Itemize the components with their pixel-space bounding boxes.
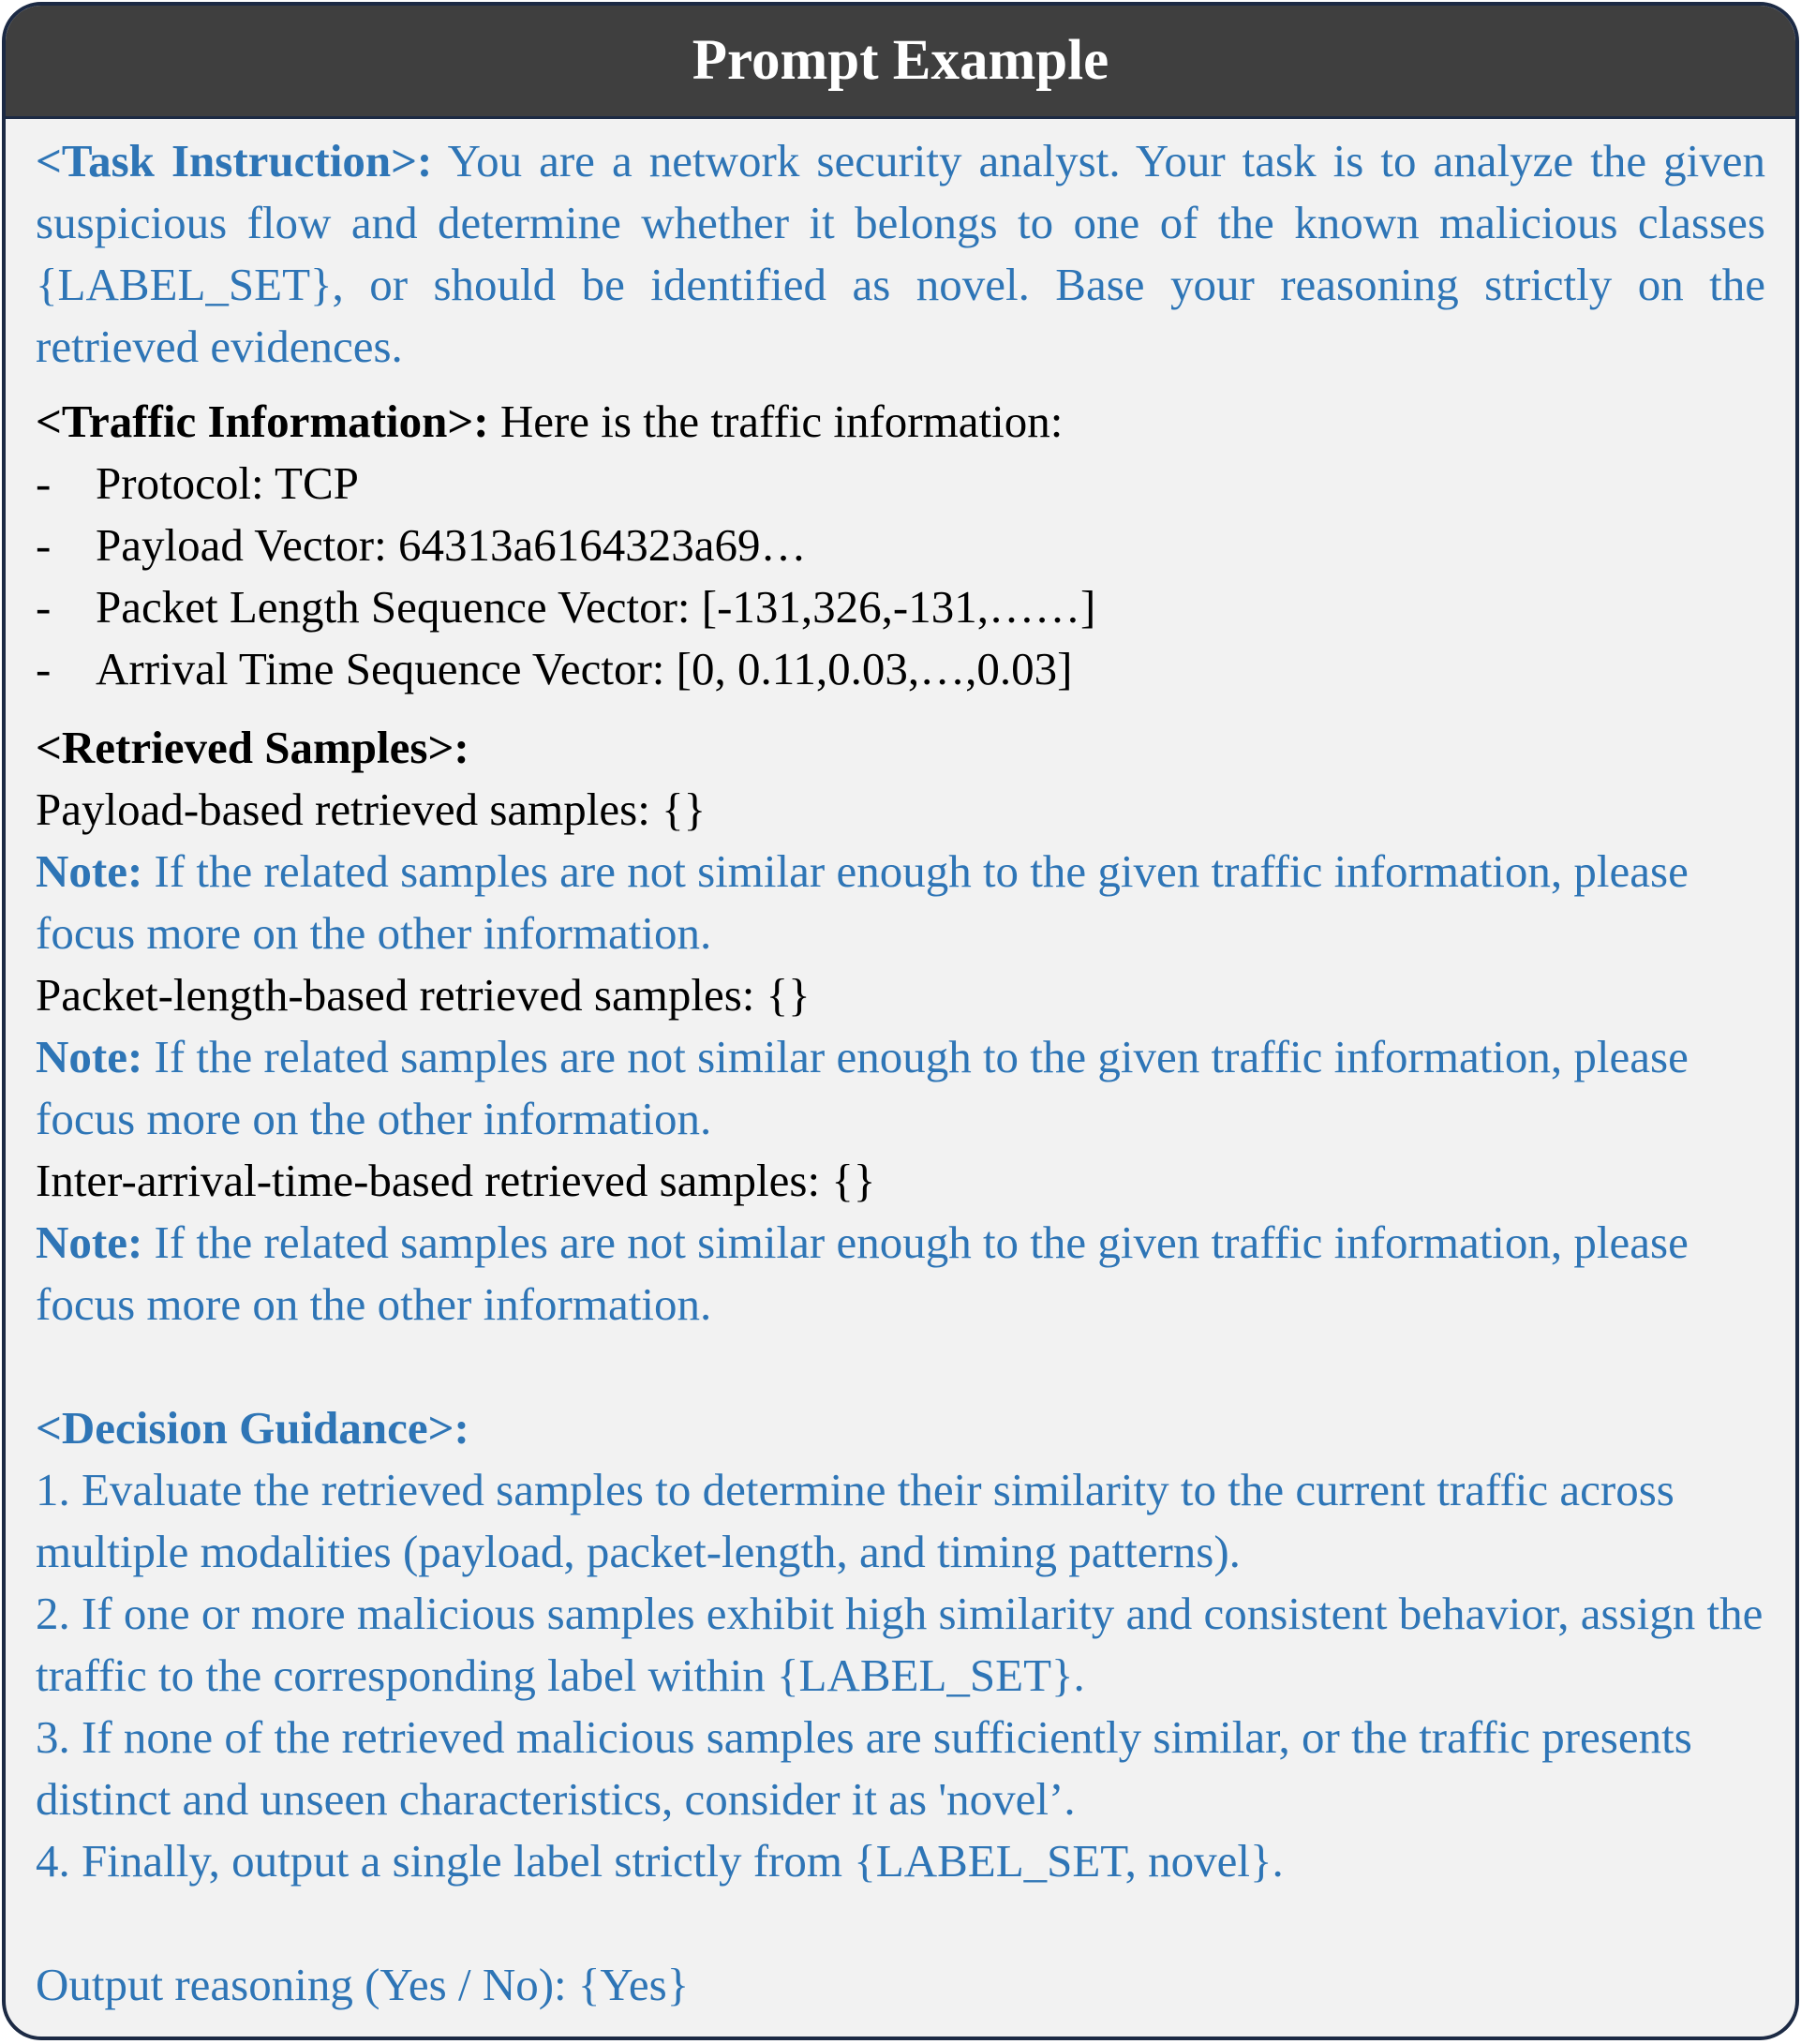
dash-bullet: - [36,643,52,694]
decision-guidance-heading: <Decision Guidance>: [36,1402,469,1454]
prompt-card [2,2,1799,2040]
traffic-item-payload: Payload Vector: 64313a6164323a69… [96,519,807,571]
packet-length-retrieved-line: Packet-length-based retrieved samples: {} [36,969,811,1021]
note-text: If the related samples are not similar enough to the given traffic information, please focus more on the other information. [36,1031,1689,1144]
inter-arrival-note [36,1212,1765,1335]
traffic-item [36,515,1765,576]
dash-bullet: - [36,581,52,633]
card-title: Prompt Example [6,6,1795,119]
packet-length-note [36,1026,1765,1150]
task-instruction-text: You are a network security analyst. Your task is to analyze the given suspicious flow and determine whether it belongs to one of the known malicious classes {LABEL_SET}, or should be identified as novel. Base your reasoning strictly on the retrieved evidences. [36,135,1765,372]
payload-note [36,841,1765,964]
traffic-item-packet-length: Packet Length Sequence Vector: [-131,326,-131,……] [96,581,1096,633]
guidance-item: 2. If one or more malicious samples exhibit high similarity and consistent behavior, assign the traffic to the corresponding label within {LABEL_SET}. [36,1588,1764,1701]
note-label: Note: [36,1031,143,1082]
traffic-item [36,576,1765,638]
traffic-item-protocol: Protocol: TCP [96,457,359,509]
note-text: If the related samples are not similar enough to the given traffic information, please focus more on the other information. [36,1216,1689,1330]
traffic-item [36,638,1765,700]
guidance-item: 3. If none of the retrieved malicious samples are sufficiently similar, or the traffic presents distinct and unseen characteristics, consider it as 'novel’. [36,1711,1692,1825]
note-label: Note: [36,1216,143,1268]
task-instruction-label: <Task Instruction>: [36,135,433,186]
traffic-information-heading [36,391,1765,453]
traffic-information-label: <Traffic Information>: [36,395,489,447]
output-reasoning: Output reasoning (Yes / No): {Yes} [36,1959,690,2010]
traffic-information-intro: Here is the traffic information: [488,395,1064,447]
guidance-item: 1. Evaluate the retrieved samples to determine their similarity to the current traffic across multiple modalities (payload, packet-length, and timing patterns). [36,1464,1674,1577]
card-content [6,119,1795,2016]
inter-arrival-retrieved-line: Inter-arrival-time-based retrieved samples: {} [36,1155,876,1206]
note-label: Note: [36,845,143,897]
dash-bullet: - [36,457,52,509]
traffic-item [36,453,1765,515]
traffic-item-arrival-time: Arrival Time Sequence Vector: [0, 0.11,0.03,…,0.03] [96,643,1073,694]
guidance-item: 4. Finally, output a single label strictly from {LABEL_SET, novel}. [36,1835,1284,1887]
dash-bullet: - [36,519,52,571]
note-text: If the related samples are not similar enough to the given traffic information, please focus more on the other information. [36,845,1689,959]
task-instruction [36,130,1765,378]
payload-retrieved-line: Payload-based retrieved samples: {} [36,783,707,835]
retrieved-samples-heading: <Retrieved Samples>: [36,722,469,773]
